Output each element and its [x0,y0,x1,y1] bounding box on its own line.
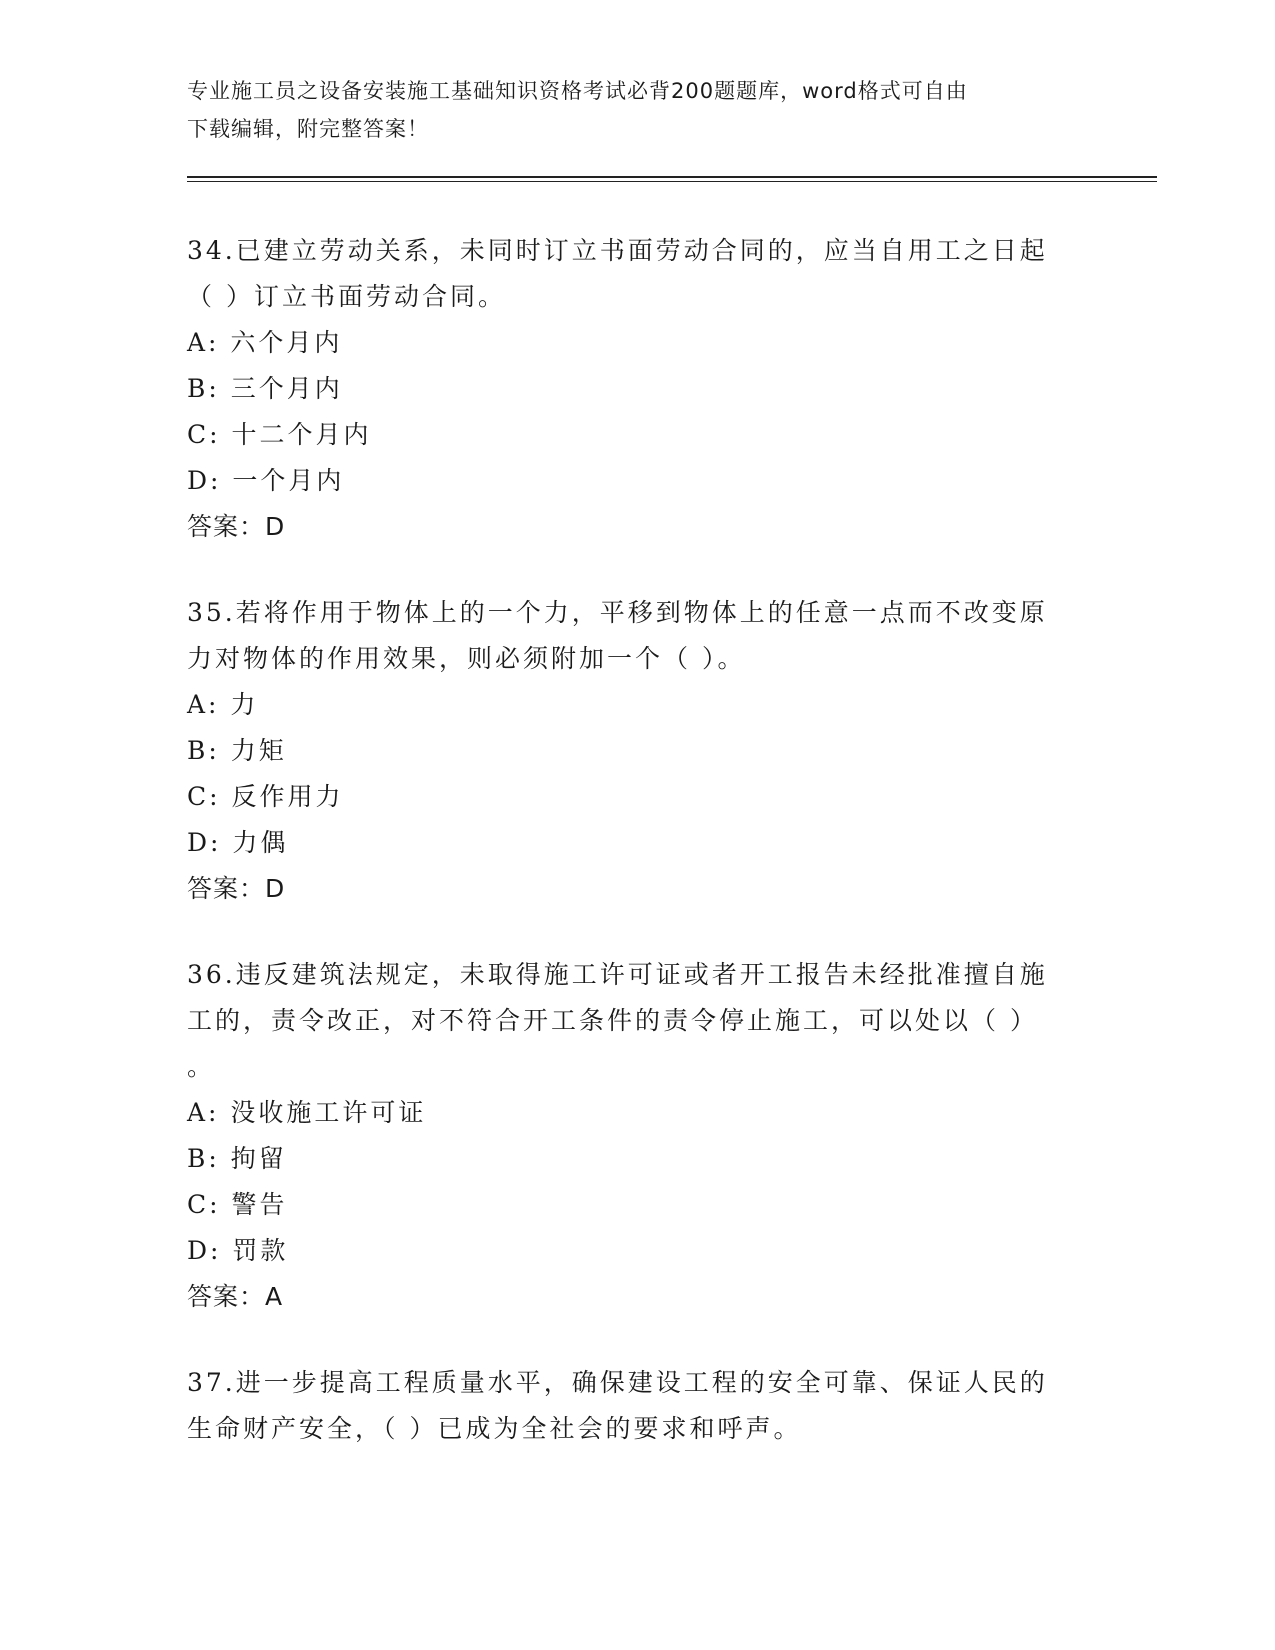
question-text: （ ）订立书面劳动合同。 [187,282,506,311]
header-title-line-2: 下载编辑，附完整答案！ [187,117,429,141]
option-b: B: 三个月内 [187,374,343,403]
option-a: A: 六个月内 [187,328,343,357]
option-d: D: 一个月内 [187,466,345,495]
header-title-line-1: 专业施工员之设备安装施工基础知识资格考试必背200题题库，word格式可自由 [187,79,968,103]
question-text: 工的，责令改正，对不符合开工条件的责令停止施工，可以处以（ ） [187,1006,1038,1035]
document-header [187,72,1067,148]
header-divider [187,176,1157,182]
option-d: D: 罚款 [187,1236,289,1265]
question-text: 生命财产安全，（ ）已成为全社会的要求和呼声。 [187,1414,802,1443]
answer-line: 答案：D [187,874,286,903]
option-a: A: 力 [187,690,259,719]
option-a: A: 没收施工许可证 [187,1098,427,1127]
question-text: 力对物体的作用效果，则必须附加一个（ ）。 [187,644,746,673]
question-37 [187,1360,1087,1452]
question-text: 35.若将作用于物体上的一个力，平移到物体上的任意一点而不改变原 [187,598,1048,627]
question-35 [187,590,1087,912]
question-36 [187,952,1087,1320]
option-c: C: 反作用力 [187,782,344,811]
question-text: 36.违反建筑法规定，未取得施工许可证或者开工报告未经批准擅自施 [187,960,1048,989]
answer-line: 答案：D [187,512,286,541]
option-c: C: 警告 [187,1190,288,1219]
question-text: 34.已建立劳动关系，未同时订立书面劳动合同的，应当自用工之日起 [187,236,1048,265]
option-d: D: 力偶 [187,828,289,857]
question-list [187,228,1087,1492]
option-c: C: 十二个月内 [187,420,372,449]
option-b: B: 拘留 [187,1144,287,1173]
question-text: 37.进一步提高工程质量水平，确保建设工程的安全可靠、保证人民的 [187,1368,1048,1397]
question-34 [187,228,1087,550]
question-text: 。 [187,1052,216,1081]
answer-line: 答案：A [187,1282,284,1311]
option-b: B: 力矩 [187,736,287,765]
